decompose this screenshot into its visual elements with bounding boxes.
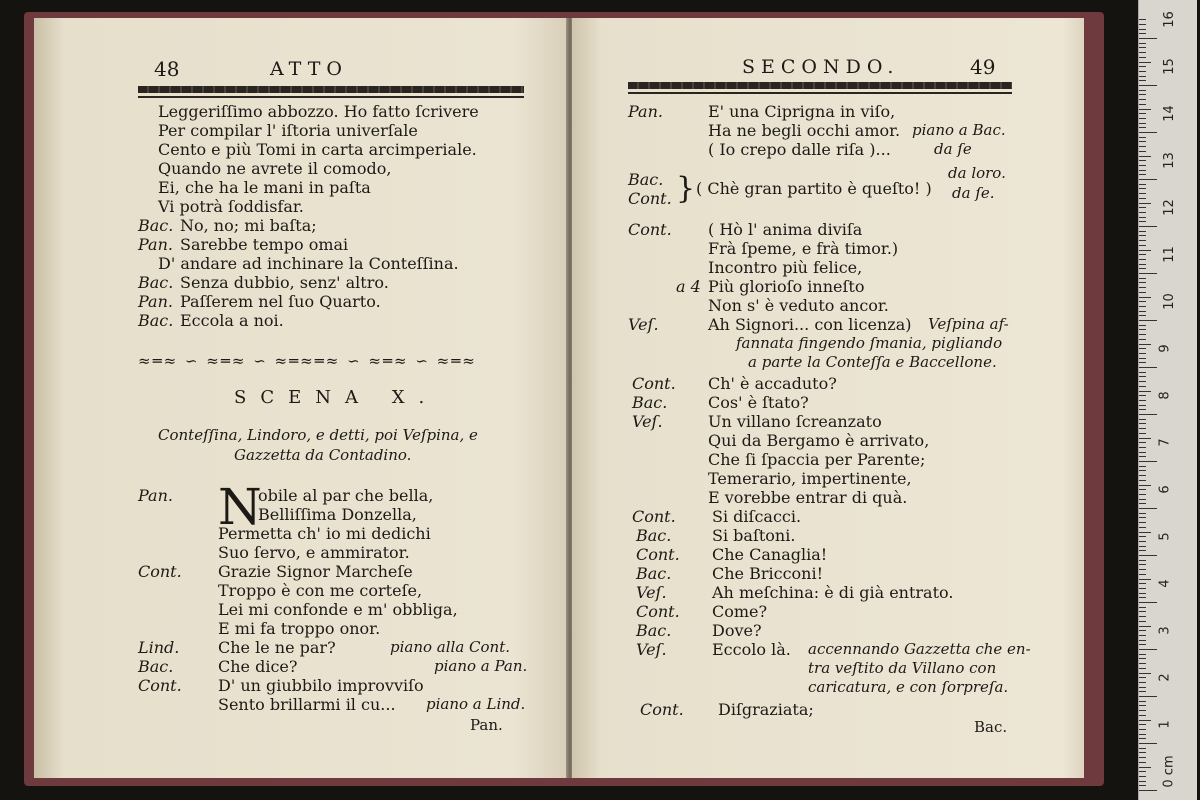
ruler-tick bbox=[1139, 414, 1157, 415]
ruler-label: 3 bbox=[1157, 626, 1173, 635]
stage-direction: a parte la Conteſſa e Baccellone. bbox=[748, 353, 997, 371]
ruler-tick bbox=[1139, 687, 1146, 688]
speaker: Cont. bbox=[138, 676, 182, 695]
ruler-tick bbox=[1139, 734, 1146, 735]
ruler-tick bbox=[1139, 475, 1146, 476]
ruler-tick bbox=[1139, 433, 1146, 434]
ruler-tick bbox=[1139, 658, 1146, 659]
ruler-tick bbox=[1139, 419, 1146, 420]
ruler-tick bbox=[1139, 226, 1157, 227]
ruler-tick bbox=[1139, 47, 1146, 48]
ruler-tick bbox=[1139, 767, 1151, 768]
verse-line: Che Canaglia! bbox=[712, 545, 828, 564]
stage-direction: piano a Bac. bbox=[912, 121, 1006, 139]
ruler-tick bbox=[1139, 76, 1146, 77]
verse-line: Dove? bbox=[712, 621, 762, 640]
ruler-tick bbox=[1139, 611, 1146, 612]
verse-line: Ah meſchina: è di già entrato. bbox=[712, 583, 954, 602]
verse-line: Ah Signori... con licenza) bbox=[708, 315, 912, 334]
ruler-tick bbox=[1139, 165, 1146, 166]
verse-line: Suo ſervo, e ammirator. bbox=[218, 543, 410, 562]
stage-direction: Veſpina af- bbox=[928, 315, 1009, 333]
ruler-tick bbox=[1139, 626, 1151, 627]
verse-line: Vi potrà ſoddisfar. bbox=[158, 197, 304, 216]
ruler-tick bbox=[1139, 160, 1146, 161]
ruler-tick bbox=[1139, 353, 1146, 354]
verse-line: ( Hò l' anima diviſa bbox=[708, 220, 863, 239]
ruler-tick bbox=[1139, 720, 1151, 721]
ruler-tick bbox=[1139, 334, 1146, 335]
ruler-tick bbox=[1139, 301, 1146, 302]
ruler-tick bbox=[1139, 362, 1146, 363]
ruler-tick bbox=[1139, 348, 1146, 349]
speaker: Bac. bbox=[138, 311, 174, 330]
ruler-tick bbox=[1139, 71, 1146, 72]
speaker: Cont. bbox=[628, 220, 672, 239]
speaker: Veſ. bbox=[636, 583, 667, 602]
verse-line: Cos' è ſtato? bbox=[708, 393, 809, 412]
ruler-tick bbox=[1139, 762, 1146, 763]
ruler-tick bbox=[1139, 24, 1146, 25]
stage-direction: da ſe bbox=[934, 140, 972, 158]
speaker: Veſ. bbox=[636, 640, 667, 659]
ruler-tick bbox=[1139, 203, 1151, 204]
scene-cast-line: Conteſſina, Lindoro, e detti, poi Veſpina, e bbox=[158, 426, 478, 444]
ruler-tick bbox=[1139, 188, 1146, 189]
stage-direction: fannata fingendo ſmania, pigliando bbox=[736, 334, 1003, 352]
verse-line: E vorebbe entrar di quà. bbox=[708, 488, 908, 507]
ruler-tick bbox=[1139, 245, 1146, 246]
verse-line: Ch' è accaduto? bbox=[708, 374, 837, 393]
ruler-tick bbox=[1139, 607, 1146, 608]
ruler-tick bbox=[1139, 546, 1146, 547]
stage-direction: caricatura, e con ſorpreſa. bbox=[808, 678, 1009, 696]
ruler-label: 4 bbox=[1157, 579, 1173, 588]
verse-line: Che dice? bbox=[218, 657, 298, 676]
ruler-tick bbox=[1139, 536, 1146, 537]
ruler-tick bbox=[1139, 52, 1146, 53]
header-rule-thin bbox=[138, 96, 524, 98]
right-page bbox=[572, 18, 1084, 778]
speaker: Bac. bbox=[138, 657, 174, 676]
ruler-tick bbox=[1139, 452, 1146, 453]
ruler-tick bbox=[1139, 62, 1151, 63]
verse-line: Sarebbe tempo omai bbox=[180, 235, 349, 254]
ruler-tick bbox=[1139, 649, 1157, 650]
ruler-tick bbox=[1139, 701, 1146, 702]
ruler-tick bbox=[1139, 696, 1157, 697]
scene-cast-line: Gazzetta da Contadino. bbox=[234, 446, 412, 464]
verse-line: obile al par che bella, bbox=[258, 486, 434, 505]
verse-line: Un villano ſcreanzato bbox=[708, 412, 882, 431]
speaker: Bac. bbox=[138, 216, 174, 235]
speaker: Lind. bbox=[138, 638, 180, 657]
ruler-tick bbox=[1139, 588, 1146, 589]
verse-line: Ei, che ha le mani in paſta bbox=[158, 178, 371, 197]
ruler-tick bbox=[1139, 781, 1146, 782]
right-running-head: SECONDO. bbox=[742, 56, 900, 78]
ruler-tick bbox=[1139, 503, 1146, 504]
ruler-tick bbox=[1139, 212, 1146, 213]
ruler-tick bbox=[1139, 527, 1146, 528]
ruler-tick bbox=[1139, 517, 1146, 518]
ruler-tick bbox=[1139, 738, 1146, 739]
ruler-tick bbox=[1139, 278, 1146, 279]
ruler-tick bbox=[1139, 339, 1146, 340]
ruler-tick bbox=[1139, 250, 1151, 251]
ruler-label: 6 bbox=[1157, 485, 1173, 494]
ruler-tick bbox=[1139, 137, 1146, 138]
ruler-tick bbox=[1139, 715, 1146, 716]
speaker: Pan. bbox=[628, 102, 663, 121]
ruler-tick bbox=[1139, 311, 1146, 312]
stage-direction: piano alla Cont. bbox=[390, 638, 511, 656]
ruler-tick bbox=[1139, 297, 1151, 298]
left-page bbox=[34, 18, 568, 778]
ruler-tick bbox=[1139, 405, 1146, 406]
ruler-tick bbox=[1139, 259, 1146, 260]
header-rule-thin bbox=[628, 92, 1012, 94]
speaker: Cont. bbox=[636, 602, 680, 621]
speaker: Pan. bbox=[138, 486, 173, 505]
ruler-tick bbox=[1139, 752, 1146, 753]
ruler-tick bbox=[1139, 156, 1151, 157]
ruler-tick bbox=[1139, 264, 1146, 265]
ruler-tick bbox=[1139, 663, 1146, 664]
ruler-tick bbox=[1139, 372, 1146, 373]
ruler-tick bbox=[1139, 583, 1146, 584]
ornament-band: ≈═≈ ∽ ≈═≈ ∽ ≈═≈═≈ ∽ ≈═≈ ∽ ≈═≈ bbox=[138, 352, 477, 370]
ruler-tick bbox=[1139, 43, 1146, 44]
ruler-tick bbox=[1139, 179, 1157, 180]
verse-line: Non s' è veduto ancor. bbox=[708, 296, 889, 315]
ruler-tick bbox=[1139, 104, 1146, 105]
ruler-tick bbox=[1139, 593, 1146, 594]
ruler-tick bbox=[1139, 325, 1146, 326]
ruler-tick bbox=[1139, 85, 1157, 86]
ruler-tick bbox=[1139, 710, 1146, 711]
ruler-tick bbox=[1139, 597, 1146, 598]
ruler-tick bbox=[1139, 358, 1146, 359]
speaker: Pan. bbox=[138, 292, 173, 311]
verse-line: D' andare ad inchinare la Conteſſina. bbox=[158, 254, 459, 273]
ruler-label: 14 bbox=[1161, 105, 1177, 122]
ruler-tick bbox=[1139, 550, 1146, 551]
ruler-label: 5 bbox=[1157, 532, 1173, 541]
ruler-tick bbox=[1139, 306, 1146, 307]
ruler-tick bbox=[1139, 254, 1146, 255]
header-rule bbox=[628, 82, 1012, 89]
speaker: Bac. bbox=[636, 526, 672, 545]
verse-line: Eccola a noi. bbox=[180, 311, 284, 330]
ruler-tick bbox=[1139, 423, 1146, 424]
ruler-tick bbox=[1139, 376, 1146, 377]
ruler-tick bbox=[1139, 344, 1151, 345]
ruler-label: 11 bbox=[1161, 246, 1177, 263]
speaker: Bac. bbox=[138, 273, 174, 292]
ruler-tick bbox=[1139, 184, 1146, 185]
verse-line: Cento e più Tomi in carta arcimperiale. bbox=[158, 140, 477, 159]
stage-direction: da loro. bbox=[948, 164, 1006, 182]
ruler-tick bbox=[1139, 541, 1146, 542]
ruler-tick bbox=[1139, 635, 1146, 636]
ruler-tick bbox=[1139, 668, 1146, 669]
ruler-tick bbox=[1139, 235, 1146, 236]
verse-line: No, no; mi baſta; bbox=[180, 216, 317, 235]
ruler-tick bbox=[1139, 705, 1146, 706]
ruler-tick bbox=[1139, 555, 1157, 556]
verse-line: Diſgraziata; bbox=[718, 700, 814, 719]
verse-line: Incontro più felice, bbox=[708, 258, 863, 277]
ruler-tick bbox=[1139, 231, 1146, 232]
ruler-label: 8 bbox=[1157, 391, 1173, 400]
ruler-tick bbox=[1139, 99, 1146, 100]
verse-line: Per compilar l' iſtoria univerſale bbox=[158, 121, 418, 140]
ruler-tick bbox=[1139, 532, 1151, 533]
ruler-tick bbox=[1139, 461, 1157, 462]
ruler-tick bbox=[1139, 29, 1146, 30]
ruler-tick bbox=[1139, 508, 1157, 509]
verse-line: Grazie Signor Marcheſe bbox=[218, 562, 413, 581]
ruler-tick bbox=[1139, 151, 1146, 152]
ruler-tick bbox=[1139, 480, 1146, 481]
ruler-tick bbox=[1139, 90, 1146, 91]
speaker: Bac. bbox=[632, 393, 668, 412]
verse-line: Sento brillarmi il cu... bbox=[218, 695, 396, 714]
ruler-tick bbox=[1139, 141, 1146, 142]
ruler-tick bbox=[1139, 621, 1146, 622]
catchword: Pan. bbox=[470, 716, 503, 734]
ruler-tick bbox=[1139, 66, 1146, 67]
left-running-head: ATTO bbox=[270, 58, 348, 80]
ruler-tick bbox=[1139, 217, 1146, 218]
ruler-tick bbox=[1139, 569, 1146, 570]
ruler-label: 10 bbox=[1161, 293, 1177, 310]
ruler-tick bbox=[1139, 174, 1146, 175]
speaker: Cont. bbox=[138, 562, 182, 581]
ruler-label: 16 bbox=[1161, 11, 1177, 28]
verse-line: Come? bbox=[712, 602, 768, 621]
ruler-tick bbox=[1139, 57, 1146, 58]
verse-line: Paſſerem nel ſuo Quarto. bbox=[180, 292, 381, 311]
speaker: Bac. bbox=[628, 170, 664, 189]
verse-line: Leggeriſſimo abbozzo. Ho fatto ſcrivere bbox=[158, 102, 479, 121]
ruler-tick bbox=[1139, 489, 1146, 490]
ruler-tick bbox=[1139, 207, 1146, 208]
verse-line: Belliſſima Donzella, bbox=[258, 505, 417, 524]
ruler-tick bbox=[1139, 682, 1146, 683]
ruler-tick bbox=[1139, 616, 1146, 617]
ruler-tick bbox=[1139, 602, 1157, 603]
measuring-ruler bbox=[1138, 0, 1197, 800]
ruler-tick bbox=[1139, 630, 1146, 631]
ruler-tick bbox=[1139, 33, 1146, 34]
speaker: a 4 bbox=[676, 277, 701, 296]
ruler-tick bbox=[1139, 315, 1146, 316]
stage-direction: piano a Pan. bbox=[434, 657, 528, 675]
ruler-tick bbox=[1139, 785, 1146, 786]
ruler-label: 12 bbox=[1161, 199, 1177, 216]
ruler-tick bbox=[1139, 329, 1146, 330]
ruler-tick bbox=[1139, 221, 1146, 222]
stage-direction: tra veſtito da Villano con bbox=[808, 659, 997, 677]
verse-line: E mi fa troppo onor. bbox=[218, 619, 381, 638]
verse-line: Quando ne avrete il comodo, bbox=[158, 159, 392, 178]
stage-direction: da ſe. bbox=[952, 184, 995, 202]
stage-direction: piano a Lind. bbox=[426, 695, 526, 713]
ruler-tick bbox=[1139, 287, 1146, 288]
ruler-tick bbox=[1139, 268, 1146, 269]
ruler-tick bbox=[1139, 776, 1146, 777]
verse-line: Frà ſpeme, e frà timor.) bbox=[708, 239, 899, 258]
ruler-label: 2 bbox=[1157, 673, 1173, 682]
ruler-tick bbox=[1139, 146, 1146, 147]
speaker: Cont. bbox=[636, 545, 680, 564]
ruler-tick bbox=[1139, 499, 1146, 500]
ruler-tick bbox=[1139, 38, 1157, 39]
ruler-tick bbox=[1139, 470, 1146, 471]
ruler-label: 1 bbox=[1157, 720, 1173, 729]
scene-title: SCENA X. bbox=[234, 387, 439, 408]
ruler-tick bbox=[1139, 677, 1146, 678]
ruler-tick bbox=[1139, 367, 1157, 368]
ruler-tick bbox=[1139, 579, 1151, 580]
ruler-tick bbox=[1139, 466, 1146, 467]
ruler-label: 13 bbox=[1161, 152, 1177, 169]
ruler-tick bbox=[1139, 640, 1146, 641]
ruler-tick bbox=[1139, 282, 1146, 283]
ruler-tick bbox=[1139, 109, 1151, 110]
verse-line: Che Bricconi! bbox=[712, 564, 824, 583]
header-rule bbox=[138, 86, 524, 93]
verse-line: Qui da Bergamo è arrivato, bbox=[708, 431, 930, 450]
ruler-tick bbox=[1139, 123, 1146, 124]
ruler-tick bbox=[1139, 400, 1146, 401]
ruler-tick bbox=[1139, 564, 1146, 565]
verse-line: Lei mi confonde e m' obbliga, bbox=[218, 600, 458, 619]
ruler-tick bbox=[1139, 574, 1146, 575]
verse-line: ( Chè gran partito è queſto! ) bbox=[696, 179, 932, 198]
verse-line: Si baſtoni. bbox=[712, 526, 796, 545]
verse-line: Troppo è con me corteſe, bbox=[218, 581, 423, 600]
speaker: Cont. bbox=[628, 189, 672, 208]
ruler-tick bbox=[1139, 118, 1146, 119]
ruler-tick bbox=[1139, 748, 1146, 749]
ruler-tick bbox=[1139, 757, 1146, 758]
left-page-number: 48 bbox=[154, 57, 180, 81]
ruler-tick bbox=[1139, 743, 1157, 744]
speaker: Veſ. bbox=[628, 315, 659, 334]
verse-line: Senza dubbio, senz' altro. bbox=[180, 273, 389, 292]
ruler-tick bbox=[1139, 654, 1146, 655]
brace-glyph: } bbox=[676, 171, 696, 206]
stage-direction: accennando Gazzetta che en- bbox=[808, 640, 1031, 658]
ruler-tick bbox=[1139, 80, 1146, 81]
speaker: Pan. bbox=[138, 235, 173, 254]
verse-line: Più glorioſo inneſto bbox=[708, 277, 865, 296]
ruler-tick bbox=[1139, 273, 1157, 274]
ruler-tick bbox=[1139, 485, 1151, 486]
ruler-tick bbox=[1139, 522, 1146, 523]
speaker: Cont. bbox=[632, 507, 676, 526]
ruler-tick bbox=[1139, 428, 1146, 429]
ruler-tick bbox=[1139, 19, 1146, 20]
ruler-tick bbox=[1139, 240, 1146, 241]
verse-line: Ha ne begli occhi amor. bbox=[708, 121, 901, 140]
ruler-tick bbox=[1139, 170, 1146, 171]
ruler-tick bbox=[1139, 391, 1151, 392]
verse-line: Che ſi ſpaccia per Parente; bbox=[708, 450, 926, 469]
ruler-label: 15 bbox=[1161, 58, 1177, 75]
ruler-tick bbox=[1139, 292, 1146, 293]
ruler-tick bbox=[1139, 193, 1146, 194]
verse-line: Si diſcacci. bbox=[712, 507, 802, 526]
ruler-tick bbox=[1139, 94, 1146, 95]
ruler-tick bbox=[1139, 644, 1146, 645]
ruler-tick bbox=[1139, 724, 1146, 725]
ruler-tick bbox=[1139, 673, 1151, 674]
ruler-tick bbox=[1139, 729, 1146, 730]
ruler-tick bbox=[1139, 447, 1146, 448]
ruler-tick bbox=[1139, 127, 1146, 128]
speaker: Bac. bbox=[636, 621, 672, 640]
speaker: Cont. bbox=[632, 374, 676, 393]
ruler-tick bbox=[1139, 691, 1146, 692]
verse-line: Temerario, impertinente, bbox=[708, 469, 912, 488]
ruler-tick bbox=[1139, 438, 1151, 439]
ruler-label: 0 cm bbox=[1161, 755, 1177, 788]
ruler-tick bbox=[1139, 442, 1146, 443]
verse-line: Che le ne par? bbox=[218, 638, 336, 657]
ruler-tick bbox=[1139, 386, 1146, 387]
ruler-tick bbox=[1139, 198, 1146, 199]
ruler-tick bbox=[1139, 771, 1146, 772]
ruler-tick bbox=[1139, 790, 1157, 791]
ruler-label: 9 bbox=[1157, 344, 1173, 353]
verse-line: Permetta ch' io mi dedichi bbox=[218, 524, 431, 543]
drop-cap: N bbox=[218, 478, 262, 536]
verse-line: D' un giubbilo improvviſo bbox=[218, 676, 424, 695]
ruler-tick bbox=[1139, 381, 1146, 382]
ruler-tick bbox=[1139, 456, 1146, 457]
ruler-tick bbox=[1139, 320, 1157, 321]
ruler-tick bbox=[1139, 409, 1146, 410]
verse-line: ( Io crepo dalle riſa )... bbox=[708, 140, 891, 159]
ruler-tick bbox=[1139, 132, 1157, 133]
ruler-tick bbox=[1139, 113, 1146, 114]
catchword: Bac. bbox=[974, 718, 1008, 736]
speaker: Veſ. bbox=[632, 412, 663, 431]
verse-line: E' una Ciprigna in viſo, bbox=[708, 102, 896, 121]
ruler-tick bbox=[1139, 513, 1146, 514]
ruler-tick bbox=[1139, 560, 1146, 561]
ruler-tick bbox=[1139, 494, 1146, 495]
speaker: Bac. bbox=[636, 564, 672, 583]
ruler-label: 7 bbox=[1157, 438, 1173, 447]
verse-line: Eccolo là. bbox=[712, 640, 791, 659]
ruler-tick bbox=[1139, 395, 1146, 396]
right-page-number: 49 bbox=[970, 55, 996, 79]
speaker: Cont. bbox=[640, 700, 684, 719]
